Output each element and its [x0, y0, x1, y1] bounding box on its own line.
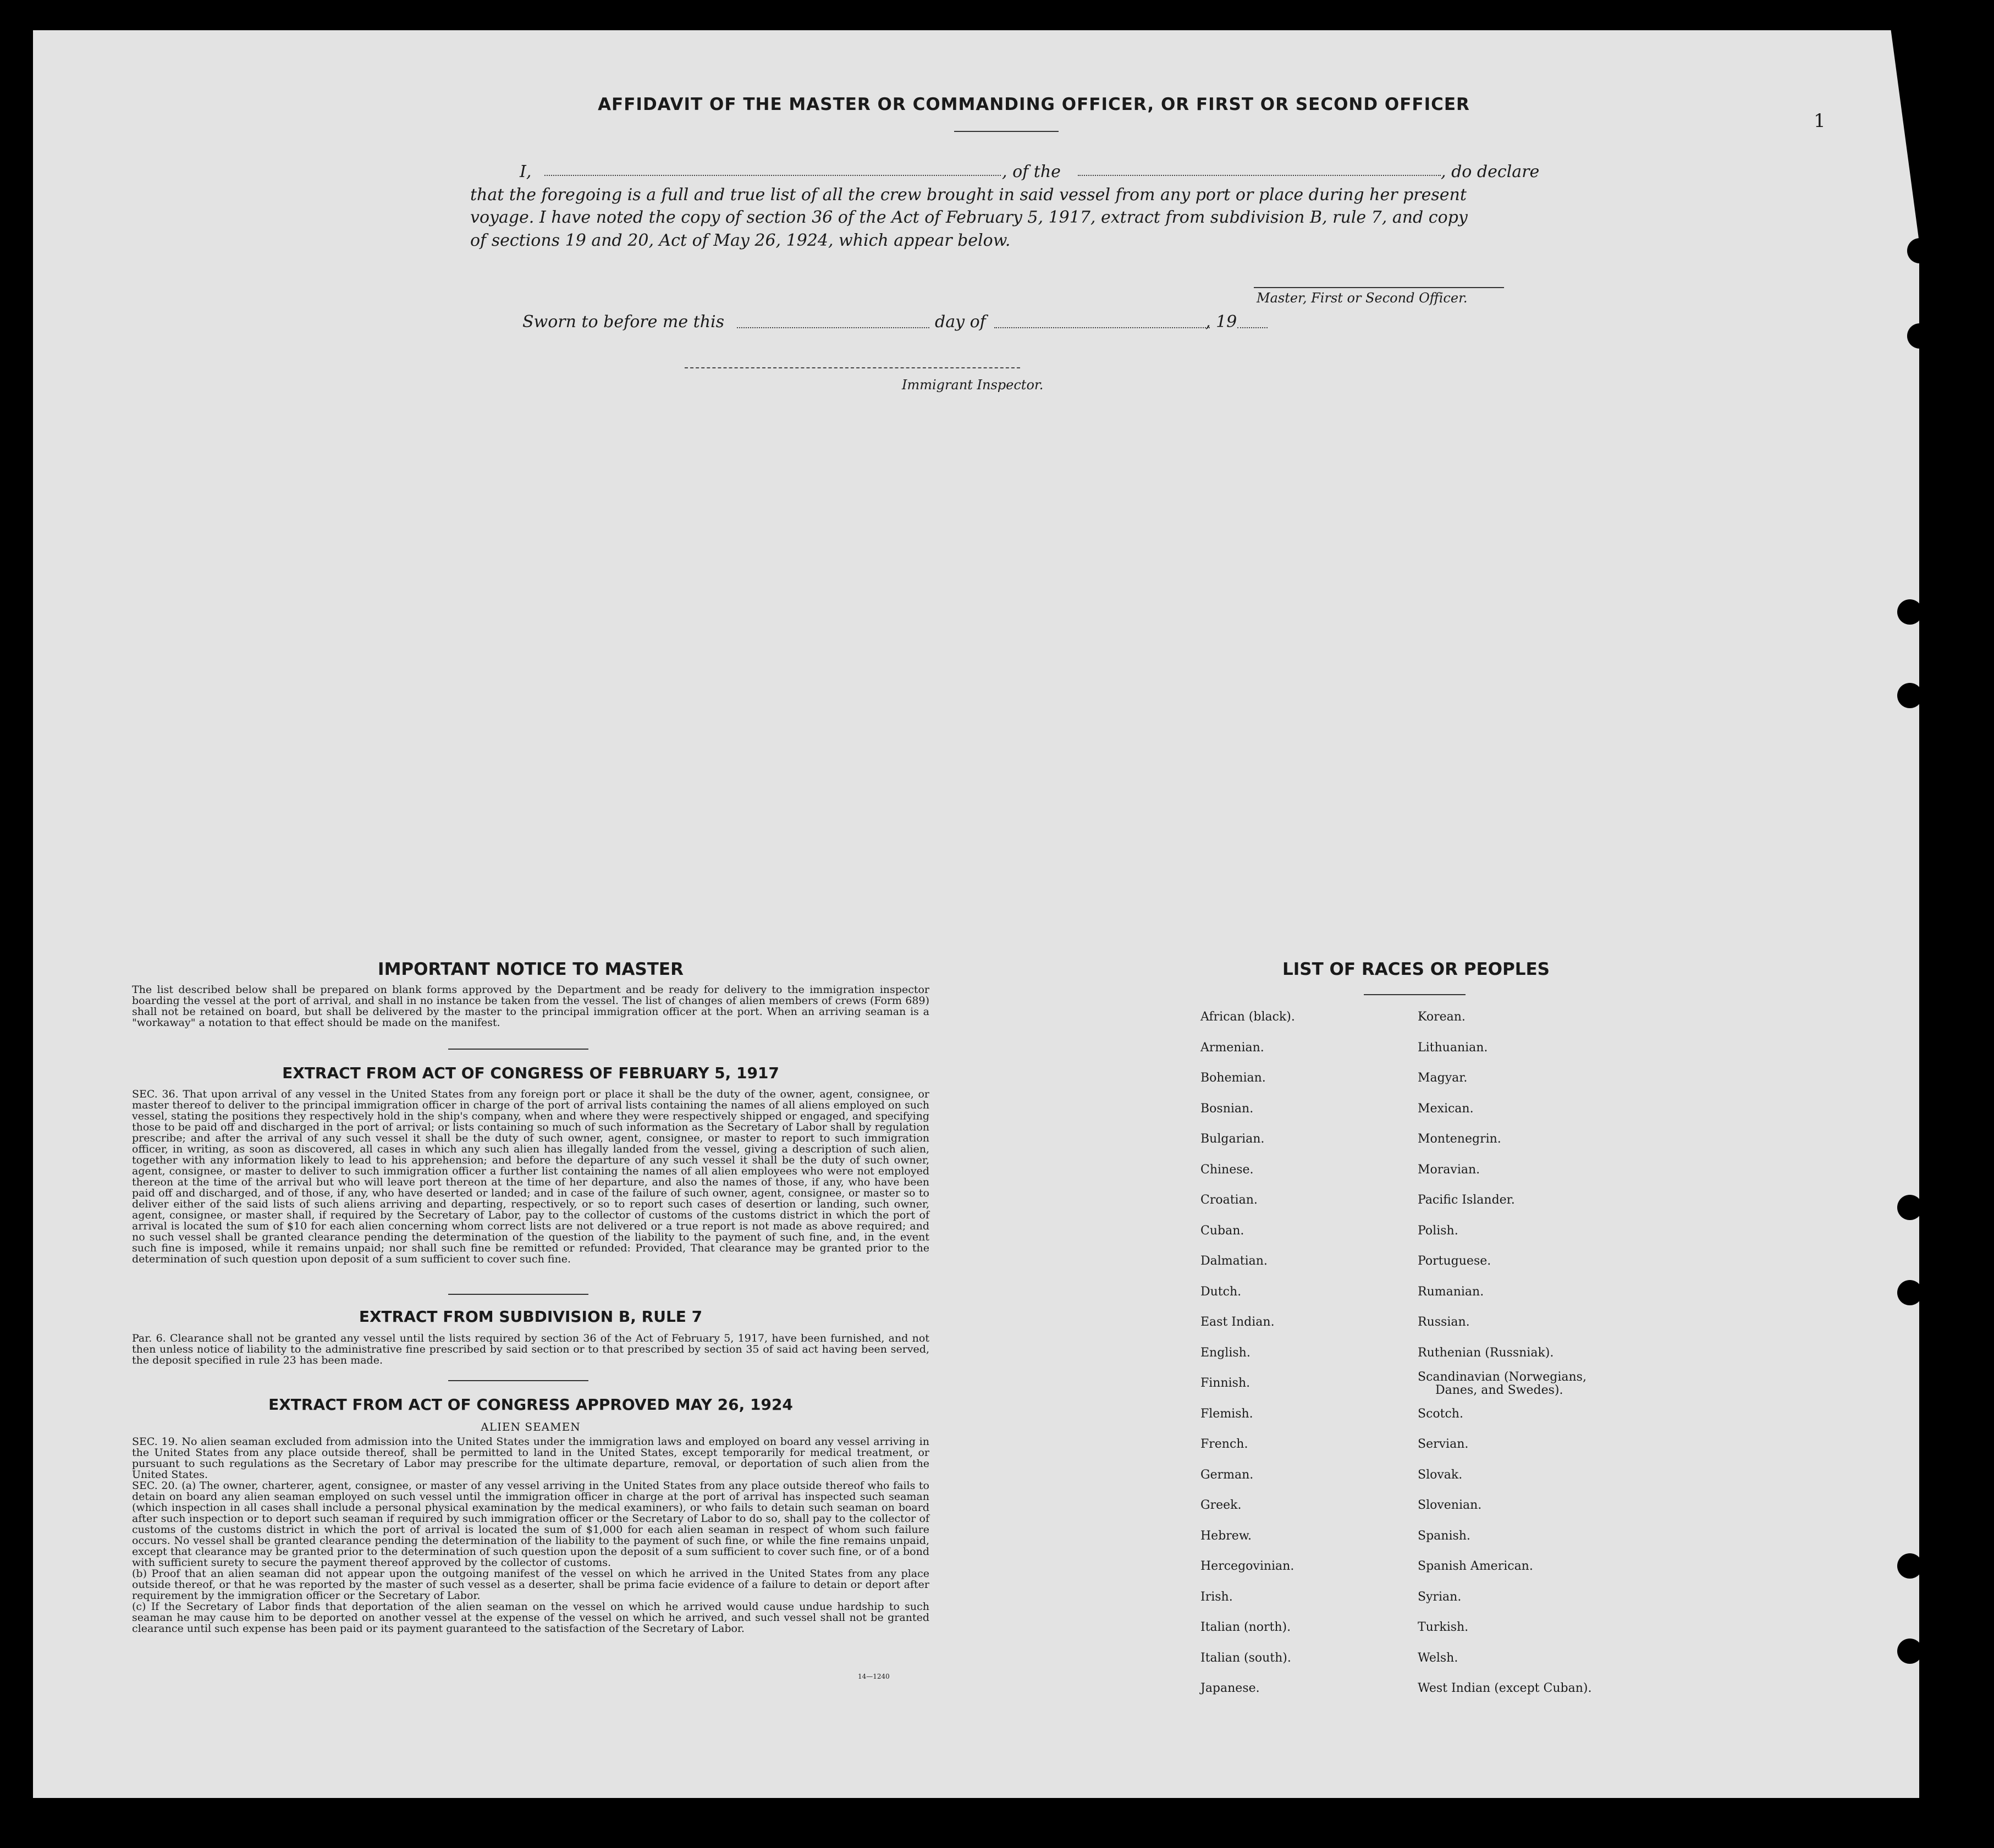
- race-item: Greek.: [1200, 1498, 1242, 1512]
- race-item: Korean.: [1418, 1010, 1466, 1024]
- race-item: Rumanian.: [1418, 1285, 1484, 1299]
- master-signature-label: Master, First or Second Officer.: [1257, 290, 1468, 306]
- sec20b-text: (b) Proof that an alien seaman did not appear upon the outgoing manifest of the vessel on which he arrived in the United States from any place outside thereof, or that he was reported by the master of such vessel as a deserter, shall be prima facie evidence of a failure to detain or deport after requirement by the immigration officer or the Secretary of Labor.: [132, 1568, 929, 1602]
- punch-hole: [1897, 1280, 1923, 1305]
- race-item: Magyar.: [1418, 1071, 1468, 1085]
- race-item: Slovenian.: [1418, 1498, 1482, 1512]
- vessel-field[interactable]: [1078, 175, 1441, 176]
- race-item: Irish.: [1200, 1590, 1233, 1604]
- rule7-body: Par. 6. Clearance shall not be granted any vessel until the lists required by section 36 of the Act of February 5, 1917, have been furnished, and not then unless notice of liability to the administrative fine prescribed by said section or to that prescribed by section 35 of said act having been served, the deposit specified in rule 23 has been made.: [132, 1332, 929, 1366]
- race-item: Ruthenian (Russniak).: [1418, 1346, 1554, 1360]
- race-item: Slovak.: [1418, 1468, 1463, 1482]
- page-mark: 1: [1814, 110, 1826, 132]
- race-item: Hebrew.: [1200, 1529, 1252, 1543]
- race-item: East Indian.: [1200, 1315, 1275, 1329]
- race-item: Bulgarian.: [1200, 1132, 1265, 1146]
- affidavit-do-declare: , do declare: [1441, 162, 1540, 181]
- affidavit-title: AFFIDAVIT OF THE MASTER OR COMMANDING OFFICER, OR FIRST OR SECOND OFFICER: [598, 95, 1470, 114]
- race-item: Dalmatian.: [1200, 1254, 1268, 1268]
- sec19-text: SEC. 19. No alien seaman excluded from admission into the United States under the immigration laws and employed on board any vessel arriving in the United States from any place outside thereof, shall be permitted to land in the United States, except temporarily for medical treatment, or pursuant to such regulations as the Secretary of Labor may prescribe for the ultimate departure, removal, or deportation of such alien from the United States.: [132, 1436, 929, 1481]
- punch-hole: [1907, 238, 1932, 263]
- affidavit-line2: that the foregoing is a full and true list of all the crew brought in said vessel from any port or place during her present: [470, 185, 1467, 205]
- affidavit-line4: of sections 19 and 20, Act of May 26, 1924, which appear below.: [470, 231, 1011, 250]
- race-item: Montenegrin.: [1418, 1132, 1501, 1146]
- punch-hole: [1897, 1195, 1923, 1220]
- section-divider: [448, 1380, 588, 1381]
- race-item: Scandinavian (Norwegians,: [1418, 1370, 1587, 1384]
- race-item: Hercegovinian.: [1200, 1559, 1295, 1573]
- race-item: Scotch.: [1418, 1407, 1463, 1421]
- inspector-label: Immigrant Inspector.: [902, 377, 1044, 393]
- race-item: Croatian.: [1200, 1193, 1258, 1207]
- race-item: Portuguese.: [1418, 1254, 1491, 1268]
- race-item: French.: [1200, 1437, 1248, 1451]
- affidavit-of-the: , of the: [1002, 162, 1061, 181]
- sworn-month-field[interactable]: [994, 327, 1210, 328]
- race-item: African (black).: [1200, 1010, 1295, 1024]
- section-divider: [448, 1294, 588, 1295]
- extract-1924-body: [132, 1436, 929, 1634]
- race-item: Flemish.: [1200, 1407, 1253, 1421]
- race-item: Chinese.: [1200, 1163, 1254, 1177]
- name-field[interactable]: [544, 175, 1001, 176]
- race-item: Mexican.: [1418, 1102, 1474, 1116]
- affidavit-i: I,: [520, 162, 532, 181]
- notice-body: The list described below shall be prepared on blank forms approved by the Department and be ready for delivery to the immigration inspector boarding the vessel at the port of arrival, and shall in no instance be taken from the vessel. The list of changes of alien members of crews (Form 689) shall not be retained on board, but shall be delivered by the master to the principal immigration officer at the port. When an arriving seaman is a "workaway" a notation to that effect should be made on the manifest.: [132, 984, 929, 1029]
- race-item: English.: [1200, 1346, 1251, 1360]
- section-divider: [448, 1049, 588, 1050]
- inspector-signature-line[interactable]: [685, 367, 1020, 368]
- race-item: Italian (south).: [1200, 1651, 1291, 1665]
- extract-1924-title: EXTRACT FROM ACT OF CONGRESS APPROVED MAY 26, 1924: [268, 1395, 793, 1414]
- title-underline: [954, 131, 1059, 132]
- race-item: Bohemian.: [1200, 1071, 1266, 1085]
- punch-hole: [1897, 1639, 1923, 1664]
- race-item: Bosnian.: [1200, 1102, 1254, 1116]
- sworn-prefix: Sworn to before me this: [522, 312, 725, 332]
- race-item-continuation: Danes, and Swedes).: [1435, 1383, 1563, 1397]
- punch-hole: [1897, 1553, 1923, 1579]
- sec20c-text: (c) If the Secretary of Labor finds that deportation of the alien seaman on the vessel on which he arrived would cause undue hardship to such seaman he may cause him to be deported on another vessel at the expense of the vessel on which he arrived, and such vessel shall not be granted clearance until such expense has been paid or its payment guaranteed to the satisfaction of the Secretary of Labor.: [132, 1601, 929, 1635]
- races-title-underline: [1364, 994, 1466, 995]
- races-title: LIST OF RACES OR PEOPLES: [1282, 959, 1550, 979]
- extract-1917-body: SEC. 36. That upon arrival of any vessel in the United States from any foreign port or place it shall be the duty of the owner, agent, consignee, or master thereof to deliver to the principal immigration officer in charge of the port of arrival lists containing the names of all aliens employed on such vessel, stating the positions they respectively hold in the ship's company, when and where they were respectively shipped or engaged, and specifying those to be paid off and discharged in the port of arrival; or lists containing so much of such information as the Secretary of Labor shall by regulation prescribe; and after the arrival of any such vessel it shall be the duty of such owner, agent, consignee, or master to report to such immigration officer, in writing, as soon as discovered, all cases in which any such alien has illegally landed from the vessel, giving a description of such alien, together with any information likely to lead to his apprehension; and before the departure of any such vessel it shall be the duty of such owner, agent, consignee, or master to deliver to such immigration officer a further list containing the names of all alien employees who were not employed thereon at the time of the arrival but who will leave port thereon at the time of her departure, and also the names of those, if any, who have been paid off and discharged, and of those, if any, who have deserted or landed; and in case of the failure of such owner, agent, consignee, or master so to deliver either of the said lists of such aliens arriving and departing, respectively, or so to report such cases of desertion or landing, such owner, agent, consignee, or master shall, if required by the Secretary of Labor, pay to the collector of customs of the customs district in which the port of arrival is located the sum of $10 for each alien concerning whom correct lists are not delivered or a true report is not made as above required; and no such vessel shall be granted clearance pending the determination of the question of the liability to the payment of such fine, and, in the event such fine is imposed, while it remains unpaid; nor shall such fine be remitted or refunded: Provided, That clearance may be granted prior to the determination of such question upon deposit of a sum sufficient to cover such fine.: [132, 1088, 929, 1265]
- race-item: Cuban.: [1200, 1224, 1244, 1238]
- sworn-day-of: day of: [935, 312, 986, 332]
- race-item: Lithuanian.: [1418, 1041, 1488, 1055]
- extract-1917-title: EXTRACT FROM ACT OF CONGRESS OF FEBRUARY 5, 1917: [282, 1064, 779, 1082]
- notice-title: IMPORTANT NOTICE TO MASTER: [378, 959, 684, 979]
- race-item: Pacific Islander.: [1418, 1193, 1515, 1207]
- race-item: Dutch.: [1200, 1285, 1242, 1299]
- punch-hole: [1897, 599, 1923, 625]
- race-item: Russian.: [1418, 1315, 1470, 1329]
- race-item: Japanese.: [1200, 1681, 1260, 1695]
- sworn-day-field[interactable]: [737, 327, 929, 328]
- race-item: Turkish.: [1418, 1620, 1469, 1634]
- race-item: German.: [1200, 1468, 1254, 1482]
- race-item: Spanish.: [1418, 1529, 1470, 1543]
- sworn-year: , 19: [1205, 312, 1237, 332]
- rule7-title: EXTRACT FROM SUBDIVISION B, RULE 7: [359, 1308, 703, 1326]
- sworn-year-field[interactable]: [1237, 327, 1268, 328]
- race-item: Syrian.: [1418, 1590, 1462, 1604]
- race-item: Moravian.: [1418, 1163, 1480, 1177]
- race-item: Armenian.: [1200, 1041, 1264, 1055]
- race-item: Spanish American.: [1418, 1559, 1533, 1573]
- race-item: Italian (north).: [1200, 1620, 1291, 1634]
- race-item: Welsh.: [1418, 1651, 1458, 1665]
- punch-hole: [1907, 323, 1932, 349]
- race-item: Polish.: [1418, 1224, 1458, 1238]
- sec20a-text: SEC. 20. (a) The owner, charterer, agent, consignee, or master of any vessel arriving in the United States from any place outside thereof who fails to detain on board any alien seaman employed on such vessel until the immigration officer in charge at the port of arrival has inspected such seaman (which inspection in all cases shall include a personal physical examination by the medical examiners), or who fails to detain such seaman on board after such inspection or to deport such seaman if required by such immigration officer or the Secretary of Labor to do so, shall pay to the collector of customs of the customs district in which the port of arrival is located the sum of $1,000 for each alien seaman in respect of whom such failure occurs. No vessel shall be granted clearance pending the determination of the liability to the payment of such fine, or while the fine remains unpaid, except that clearance may be granted prior to the determination of such question upon the deposit of a sum sufficient to cover such fine, or of a bond with sufficient surety to secure the payment thereof approved by the collector of customs.: [132, 1480, 929, 1569]
- alien-seamen-subtitle: ALIEN SEAMEN: [481, 1420, 581, 1433]
- punch-hole: [1897, 683, 1923, 708]
- form-number: 14—1240: [858, 1673, 890, 1680]
- race-item: Finnish.: [1200, 1376, 1251, 1390]
- race-item: West Indian (except Cuban).: [1418, 1681, 1592, 1695]
- race-item: Servian.: [1418, 1437, 1469, 1451]
- affidavit-line3: voyage. I have noted the copy of section 36 of the Act of February 5, 1917, extract from subdivision B, rule 7, and copy: [470, 208, 1468, 227]
- master-signature-line[interactable]: [1254, 287, 1504, 288]
